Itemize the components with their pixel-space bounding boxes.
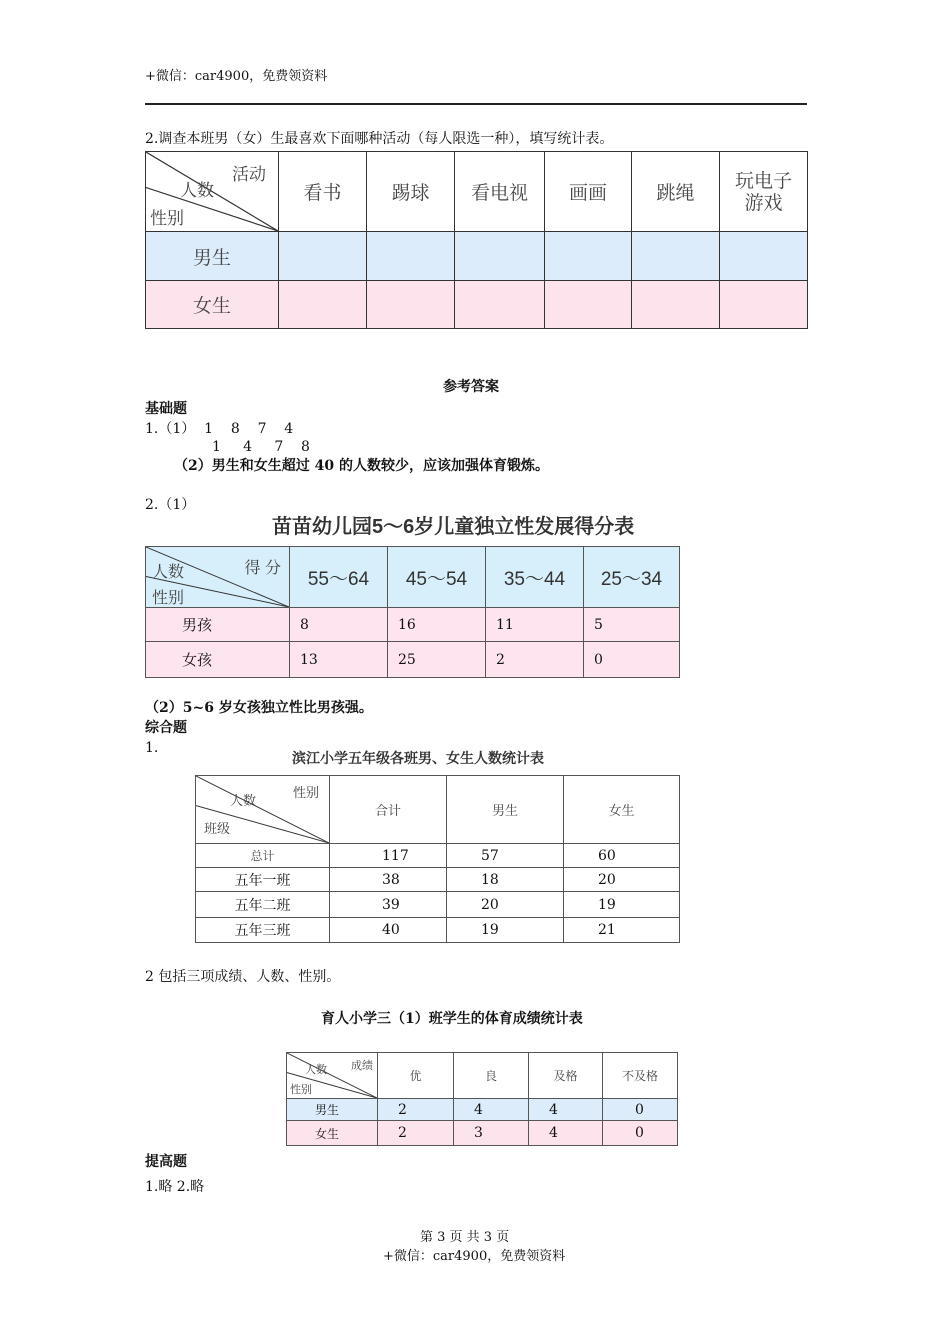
table-cell: 5 <box>584 608 680 642</box>
answers-title: 参考答案 <box>443 379 499 395</box>
corner-label-score: 成绩 <box>351 1059 373 1072</box>
corner-label-count: 人数 <box>305 1063 327 1076</box>
column-header: 画画 <box>545 152 632 232</box>
row-label: 女生 <box>146 281 279 329</box>
table-cell[interactable] <box>545 232 632 281</box>
table-cell: 21 <box>564 918 680 943</box>
table-corner-cell <box>287 1053 378 1099</box>
table-cell: 25 <box>388 642 486 678</box>
activity-survey-table <box>145 151 808 329</box>
class-gender-table <box>195 775 680 943</box>
comprehensive-2-answer: 2 包括三项成绩、人数、性别。 <box>145 969 341 985</box>
column-header-line: 玩电子 <box>734 169 792 192</box>
table-corner-cell <box>196 776 330 844</box>
table-cell: 3 <box>454 1121 529 1146</box>
table-cell: 13 <box>290 642 388 678</box>
table-cell[interactable] <box>720 281 808 329</box>
column-header: 良 <box>454 1053 529 1099</box>
independence-score-table <box>145 546 680 678</box>
answer-2-part2: （2）5~6 岁女孩独立性比男孩强。 <box>145 700 373 716</box>
footer-text: +微信：car4900，免费领资料 <box>383 1249 566 1264</box>
corner-label-gender: 性别 <box>150 209 184 229</box>
answer-1-line2: 1 4 7 8 <box>212 439 310 455</box>
question-2-title: 2.调查本班男（女）生最喜欢下面哪种活动（每人限选一种），填写统计表。 <box>145 131 614 147</box>
table-corner-cell <box>146 152 279 232</box>
table4-title: 育人小学三（1）班学生的体育成绩统计表 <box>321 1011 583 1027</box>
comprehensive-1-label: 1. <box>145 740 159 756</box>
column-header-line: 游戏 <box>744 191 783 214</box>
table-cell[interactable] <box>279 281 367 329</box>
page-number: 第 3 页 共 3 页 <box>420 1230 510 1245</box>
table3-title: 滨江小学五年级各班男、女生人数统计表 <box>292 750 544 766</box>
answer-1-line1: 1.（1） 1 8 7 4 <box>145 421 294 437</box>
table-cell: 11 <box>486 608 584 642</box>
table-cell[interactable] <box>455 232 545 281</box>
section-comprehensive: 综合题 <box>145 720 187 736</box>
table-cell: 19 <box>447 918 564 943</box>
row-label: 总计 <box>196 844 330 868</box>
column-header <box>720 152 808 232</box>
table-cell[interactable] <box>367 281 455 329</box>
table-cell: 20 <box>447 892 564 918</box>
corner-label-gender: 性别 <box>152 590 185 607</box>
table-cell: 0 <box>603 1121 678 1146</box>
corner-label-score: 得 分 <box>244 560 281 577</box>
table-cell: 2 <box>486 642 584 678</box>
row-label: 男孩 <box>146 608 290 642</box>
answer-2-part1: 2.（1） <box>145 497 196 513</box>
row-label: 五年三班 <box>196 918 330 943</box>
row-label: 男生 <box>287 1099 378 1121</box>
column-header: 男生 <box>447 776 564 844</box>
table-cell: 16 <box>388 608 486 642</box>
column-header: 看电视 <box>455 152 545 232</box>
table-cell: 57 <box>447 844 564 868</box>
column-header: 合计 <box>330 776 447 844</box>
corner-label-gender: 性别 <box>292 786 319 801</box>
table-cell: 0 <box>584 642 680 678</box>
column-header: 女生 <box>564 776 680 844</box>
row-label: 女生 <box>287 1121 378 1146</box>
column-header: 45～54 <box>388 547 486 608</box>
table-cell: 2 <box>378 1099 454 1121</box>
column-header: 跳绳 <box>632 152 720 232</box>
corner-label-count: 人数 <box>230 794 257 809</box>
corner-label-gender: 性别 <box>290 1083 312 1096</box>
corner-label-count: 人数 <box>180 181 214 201</box>
table-cell: 4 <box>529 1121 603 1146</box>
column-header: 25～34 <box>584 547 680 608</box>
column-header: 不及格 <box>603 1053 678 1099</box>
row-label: 五年一班 <box>196 868 330 892</box>
header-text: +微信：car4900，免费领资料 <box>145 69 328 84</box>
table-cell: 18 <box>447 868 564 892</box>
column-header: 踢球 <box>367 152 455 232</box>
answer-1-part2: （2）男生和女生超过 40 的人数较少，应该加强体育锻炼。 <box>174 458 549 474</box>
table-cell: 4 <box>454 1099 529 1121</box>
table-cell: 0 <box>603 1099 678 1121</box>
column-header: 看书 <box>279 152 367 232</box>
table-corner-cell <box>146 547 290 608</box>
row-label: 女孩 <box>146 642 290 678</box>
table-cell: 20 <box>564 868 680 892</box>
section-basic: 基础题 <box>145 401 187 417</box>
column-header: 35～44 <box>486 547 584 608</box>
table2-title: 苗苗幼儿园5～6岁儿童独立性发展得分表 <box>272 516 635 538</box>
pe-score-table <box>286 1052 678 1146</box>
table-cell: 4 <box>529 1099 603 1121</box>
column-header: 55～64 <box>290 547 388 608</box>
table-cell[interactable] <box>632 281 720 329</box>
table-cell: 60 <box>564 844 680 868</box>
table-cell: 19 <box>564 892 680 918</box>
row-label: 五年二班 <box>196 892 330 918</box>
column-header: 及格 <box>529 1053 603 1099</box>
corner-label-count: 人数 <box>152 564 185 581</box>
advanced-answer: 1.略 2.略 <box>145 1179 205 1195</box>
table-cell: 40 <box>330 918 447 943</box>
table-cell: 39 <box>330 892 447 918</box>
header-rule <box>145 103 807 105</box>
column-header: 优 <box>378 1053 454 1099</box>
table-cell[interactable] <box>455 281 545 329</box>
row-label: 男生 <box>146 232 279 281</box>
section-advanced: 提高题 <box>145 1154 187 1170</box>
table-cell[interactable] <box>545 281 632 329</box>
table-cell[interactable] <box>367 232 455 281</box>
table-cell: 38 <box>330 868 447 892</box>
table-cell[interactable] <box>279 232 367 281</box>
table-cell: 117 <box>330 844 447 868</box>
table-cell: 8 <box>290 608 388 642</box>
table-cell: 2 <box>378 1121 454 1146</box>
corner-label-class: 班级 <box>204 822 231 837</box>
table-cell[interactable] <box>720 232 808 281</box>
table-cell[interactable] <box>632 232 720 281</box>
corner-label-activity: 活动 <box>232 165 266 185</box>
